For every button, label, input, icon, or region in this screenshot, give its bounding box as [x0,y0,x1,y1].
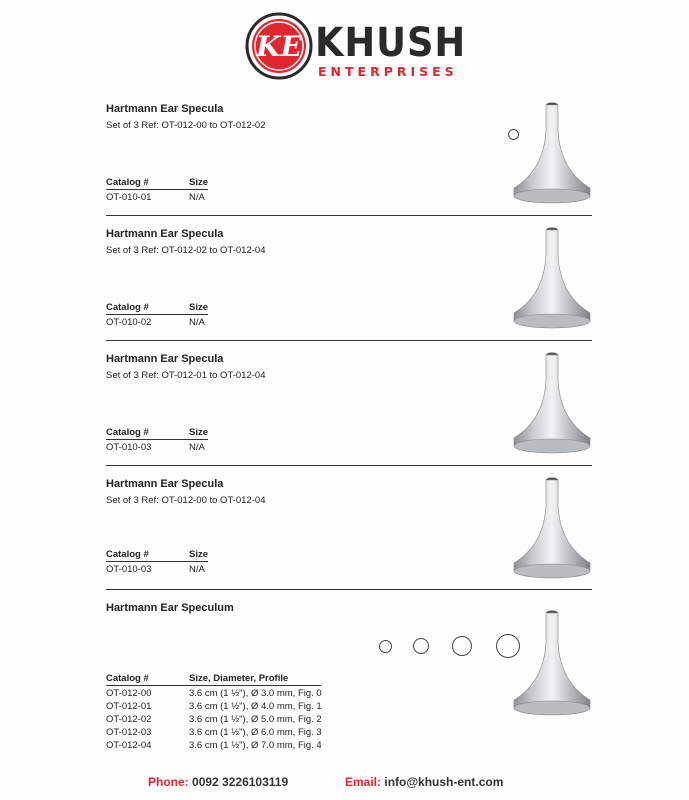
catalog-table [106,549,208,575]
catalog-table [106,177,208,203]
ear-speculum-icon [512,475,592,581]
size-value: 3.6 cm (1 ½"), Ø 6.0 mm, Fig. 3 [189,727,322,738]
size-value: N/A [189,192,205,203]
catalog-number: OT-012-04 [106,740,152,751]
product-ref: Set of 3 Ref: OT-012-02 to OT-012-04 [106,245,266,256]
table-row [106,727,322,738]
product-ref: Set of 3 Ref: OT-012-00 to OT-012-04 [106,495,266,506]
catalog-header: Catalog # [106,673,149,684]
size-value: N/A [189,564,205,575]
ear-speculum-icon [512,100,592,206]
size-ring-icon [413,638,429,654]
divider [106,465,592,466]
size-ring-icon [379,640,392,653]
catalog-header: Catalog # [106,549,149,560]
ear-speculum-icon [512,350,592,456]
size-value: N/A [189,442,205,453]
catalog-table [106,302,208,328]
size-value: N/A [189,317,205,328]
size-value: 3.6 cm (1 ½"), Ø 3.0 mm, Fig. 0 [189,688,322,699]
size-header: Size [189,549,209,560]
catalog-number: OT-012-03 [106,727,152,738]
size-header: Size [189,427,209,438]
phone-contact [148,775,288,789]
email-address[interactable]: info@khush-ent.com [384,775,504,789]
table-row [106,192,208,203]
catalog-header: Catalog # [106,302,149,313]
product-title: Hartmann Ear Specula [106,478,224,490]
divider [106,589,592,590]
phone-number: 0092 3226103119 [192,775,289,789]
product-title: Hartmann Ear Specula [106,353,224,365]
product-title: Hartmann Ear Specula [106,103,224,115]
catalog-number: OT-012-01 [106,701,152,712]
speculum-table [106,673,322,751]
table-row [106,714,322,725]
divider [106,340,592,341]
table-row [106,564,208,575]
catalog-number: OT-010-03 [106,564,152,575]
size-header: Size, Diameter, Profile [189,673,289,684]
size-value: 3.6 cm (1 ½"), Ø 5.0 mm, Fig. 2 [189,714,322,725]
size-value: 3.6 cm (1 ½"), Ø 7.0 mm, Fig. 4 [189,740,322,751]
phone-label: Phone: [148,775,189,789]
catalog-header: Catalog # [106,427,149,438]
catalog-number: OT-010-01 [106,192,152,203]
table-row [106,740,322,751]
table-row [106,442,208,453]
size-value: 3.6 cm (1 ½"), Ø 4.0 mm, Fig. 1 [189,701,322,712]
brand-subtitle: ENTERPRISES [318,64,458,79]
size-header: Size [189,177,209,188]
size-ring-icon [452,636,472,656]
catalog-number: OT-010-02 [106,317,152,328]
email-label: Email: [345,775,382,789]
size-header: Size [189,302,209,313]
email-contact [345,775,503,789]
table-row [106,317,208,328]
product-ref: Set of 3 Ref: OT-012-00 to OT-012-02 [106,120,266,131]
catalog-number: OT-010-03 [106,442,152,453]
brand-name: KHUSH [315,20,467,66]
table-row [106,688,322,699]
divider [106,215,592,216]
product-title: Hartmann Ear Specula [106,228,224,240]
catalog-table [106,427,208,453]
table-row [106,701,322,712]
ear-speculum-icon [512,608,592,718]
brand-monogram-icon [245,12,313,80]
catalog-number: OT-012-02 [106,714,152,725]
brand-monogram: KE [256,30,302,63]
brand-logo [245,12,467,82]
catalog-number: OT-012-00 [106,688,152,699]
product-ref: Set of 3 Ref: OT-012-01 to OT-012-04 [106,370,266,381]
product-title: Hartmann Ear Speculum [106,602,234,614]
ear-speculum-icon [512,225,592,331]
catalog-header: Catalog # [106,177,149,188]
